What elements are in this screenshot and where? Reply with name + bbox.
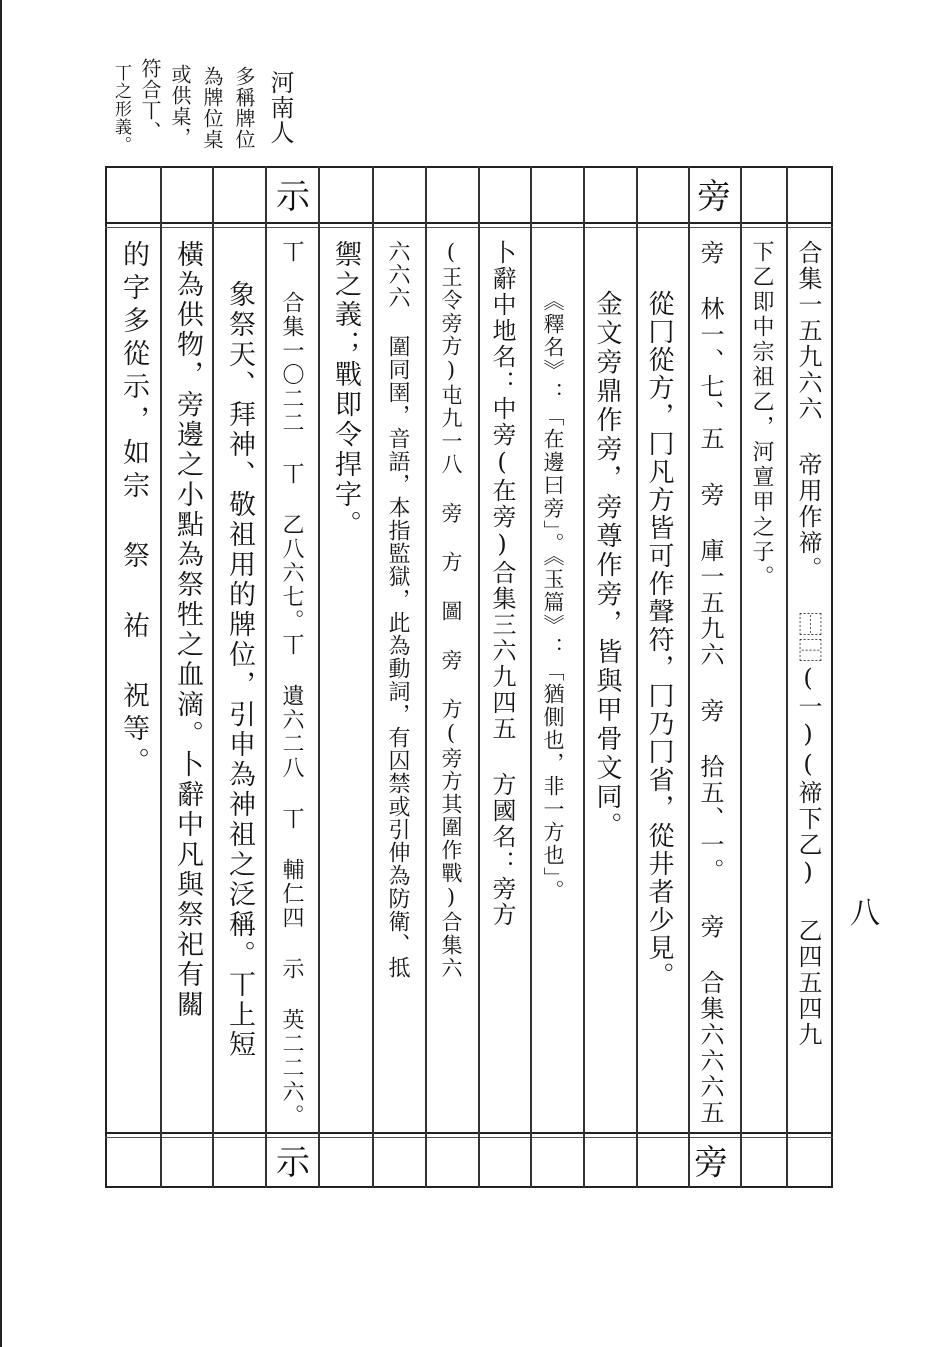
margin-note-col: 多稱牌位 [232, 66, 256, 150]
margin-note-col: 丅之形義。 [111, 64, 131, 154]
margin-note-col: 或供桌， [168, 64, 192, 148]
text-column-12: 象祭天、拜神、敬祖用的牌位，引申為神祖之泛稱。丅上短 [224, 280, 255, 1060]
text-column-6: 《釋名》：「在邊曰旁」。《玉篇》：「猶側也，非一方也」。 [541, 290, 565, 903]
footer-right-char: 旁 [694, 1143, 728, 1183]
header-rule [105, 222, 833, 224]
text-column-9: 六六六 圍同圉，音語，本指監獄，此為動詞，有囚禁或引伸為防衛、抵 [385, 240, 410, 979]
page-number: 八 [850, 896, 880, 931]
header-left-char: 示 [276, 177, 310, 217]
text-column-3: 旁 林一、七、五 旁 庫一五九六 旁 拾五、一。 旁 合集六六六五 [696, 240, 724, 1126]
footer-left-char: 示 [276, 1143, 310, 1183]
margin-note-col: 河南人 [266, 70, 294, 145]
text-column-4: 從冂從方，冂凡方皆可作聲符，冂乃冂省，從井者少見。 [644, 290, 674, 990]
text-column-7: 卜辭中地名：中旁(在旁)合集三六九四五 方國名：旁方 [488, 240, 516, 928]
text-column-11: 丅 合集一〇二二 丅 乙八六七。丅 遺六二八 丅 輔仁四 示 英二二六。 [279, 240, 304, 1128]
text-column-10: 禦之義；戰即令捍字。 [330, 240, 361, 540]
margin-note-col: 為牌位桌 [200, 66, 224, 150]
text-column-14: 的字多從示，如宗 祭 祐 祝等。 [118, 240, 149, 780]
header-rule-inner [105, 227, 833, 228]
text-column-2: 下乙即中宗祖乙，河亶甲之子。 [749, 240, 774, 590]
margin-note-col: 符合丅、 [138, 58, 162, 142]
text-column-8: (王令旁方)屯九一八 旁 方 圖 旁 方(旁方其圍作戰)合集六 [439, 240, 463, 980]
text-column-1: 合集一五九六六 帝用作禘。 ⿰⿱(一)(禘下乙) 乙四五四九 [794, 240, 822, 1048]
page-left-rule [0, 0, 2, 1347]
text-column-13: 橫為供物，旁邊之小點為祭牲之血滴。卜辭中凡與祭祀有關 [172, 240, 203, 1020]
footer-rule-inner [105, 1137, 833, 1138]
header-right-char: 旁 [697, 177, 731, 217]
text-column-5: 金文旁鼎作旁，旁尊作旁，皆與甲骨文同。 [592, 290, 622, 841]
footer-rule [105, 1132, 833, 1134]
